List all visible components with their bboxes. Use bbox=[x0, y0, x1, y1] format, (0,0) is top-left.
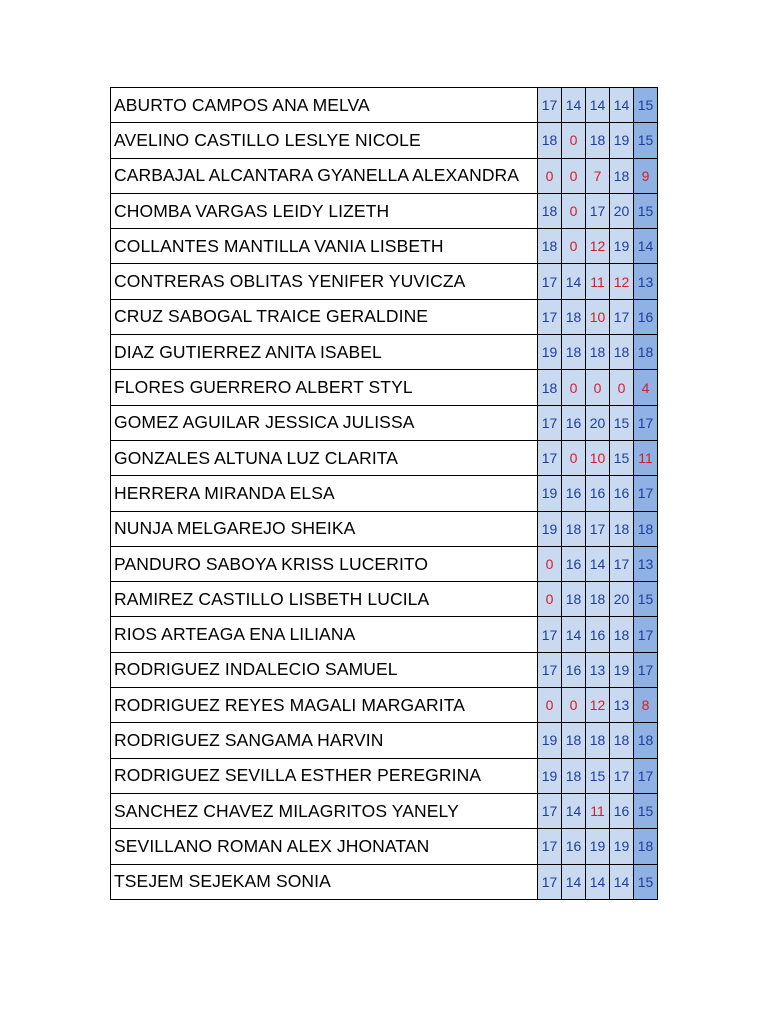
grade-cell: 18 bbox=[610, 335, 634, 370]
average-cell: 8 bbox=[634, 688, 658, 723]
grade-cell: 18 bbox=[586, 723, 610, 758]
grade-cell: 0 bbox=[562, 370, 586, 405]
grade-cell: 17 bbox=[538, 264, 562, 299]
average-cell: 17 bbox=[634, 758, 658, 793]
table-row bbox=[111, 758, 658, 793]
average-cell: 15 bbox=[634, 88, 658, 123]
grade-cell: 18 bbox=[538, 123, 562, 158]
grade-cell: 17 bbox=[586, 193, 610, 228]
table-row bbox=[111, 88, 658, 123]
grade-cell: 14 bbox=[610, 88, 634, 123]
table-row bbox=[111, 158, 658, 193]
grade-cell: 17 bbox=[538, 299, 562, 334]
grade-cell: 13 bbox=[610, 688, 634, 723]
grade-cell: 0 bbox=[562, 688, 586, 723]
grade-cell: 14 bbox=[562, 617, 586, 652]
grade-cell: 18 bbox=[562, 582, 586, 617]
average-cell: 15 bbox=[634, 193, 658, 228]
table-row bbox=[111, 123, 658, 158]
grade-cell: 12 bbox=[586, 688, 610, 723]
table-row bbox=[111, 864, 658, 899]
grade-cell: 17 bbox=[538, 829, 562, 864]
student-name: FLORES GUERRERO ALBERT STYL bbox=[111, 370, 538, 405]
average-cell: 18 bbox=[634, 723, 658, 758]
grade-cell: 11 bbox=[586, 793, 610, 828]
average-cell: 4 bbox=[634, 370, 658, 405]
grade-cell: 18 bbox=[610, 723, 634, 758]
grade-cell: 0 bbox=[562, 440, 586, 475]
average-cell: 11 bbox=[634, 440, 658, 475]
grade-cell: 12 bbox=[586, 229, 610, 264]
grade-cell: 18 bbox=[538, 370, 562, 405]
student-name: GONZALES ALTUNA LUZ CLARITA bbox=[111, 440, 538, 475]
grade-cell: 18 bbox=[562, 723, 586, 758]
average-cell: 15 bbox=[634, 864, 658, 899]
grade-cell: 16 bbox=[586, 617, 610, 652]
average-cell: 17 bbox=[634, 405, 658, 440]
student-name: PANDURO SABOYA KRISS LUCERITO bbox=[111, 546, 538, 581]
average-cell: 17 bbox=[634, 476, 658, 511]
grade-cell: 18 bbox=[610, 158, 634, 193]
table-row bbox=[111, 723, 658, 758]
grade-cell: 14 bbox=[562, 864, 586, 899]
student-name: SANCHEZ CHAVEZ MILAGRITOS YANELY bbox=[111, 793, 538, 828]
grade-cell: 10 bbox=[586, 299, 610, 334]
table-row bbox=[111, 193, 658, 228]
student-name: RAMIREZ CASTILLO LISBETH LUCILA bbox=[111, 582, 538, 617]
grade-cell: 15 bbox=[610, 440, 634, 475]
grade-cell: 7 bbox=[586, 158, 610, 193]
table-row bbox=[111, 299, 658, 334]
grade-cell: 15 bbox=[610, 405, 634, 440]
grade-cell: 0 bbox=[538, 158, 562, 193]
grade-cell: 19 bbox=[538, 723, 562, 758]
grade-cell: 14 bbox=[610, 864, 634, 899]
student-name: RODRIGUEZ SANGAMA HARVIN bbox=[111, 723, 538, 758]
student-name: DIAZ GUTIERREZ ANITA ISABEL bbox=[111, 335, 538, 370]
student-name: GOMEZ AGUILAR JESSICA JULISSA bbox=[111, 405, 538, 440]
grade-cell: 14 bbox=[562, 793, 586, 828]
grade-cell: 18 bbox=[586, 123, 610, 158]
student-name: ABURTO CAMPOS ANA MELVA bbox=[111, 88, 538, 123]
grade-cell: 19 bbox=[586, 829, 610, 864]
grade-cell: 13 bbox=[586, 652, 610, 687]
grade-cell: 19 bbox=[538, 335, 562, 370]
student-name: NUNJA MELGAREJO SHEIKA bbox=[111, 511, 538, 546]
grade-cell: 16 bbox=[562, 405, 586, 440]
student-name: CHOMBA VARGAS LEIDY LIZETH bbox=[111, 193, 538, 228]
student-name: CONTRERAS OBLITAS YENIFER YUVICZA bbox=[111, 264, 538, 299]
grade-cell: 17 bbox=[538, 88, 562, 123]
table-row bbox=[111, 617, 658, 652]
student-name: RIOS ARTEAGA ENA LILIANA bbox=[111, 617, 538, 652]
grade-cell: 17 bbox=[538, 864, 562, 899]
grade-cell: 16 bbox=[562, 546, 586, 581]
grade-cell: 16 bbox=[610, 793, 634, 828]
average-cell: 17 bbox=[634, 617, 658, 652]
grade-cell: 0 bbox=[538, 546, 562, 581]
student-name: RODRIGUEZ SEVILLA ESTHER PEREGRINA bbox=[111, 758, 538, 793]
grade-cell: 0 bbox=[538, 582, 562, 617]
grade-cell: 20 bbox=[610, 193, 634, 228]
grades-table-body bbox=[111, 88, 658, 900]
table-row bbox=[111, 335, 658, 370]
grade-cell: 14 bbox=[586, 546, 610, 581]
average-cell: 15 bbox=[634, 793, 658, 828]
grade-cell: 16 bbox=[562, 476, 586, 511]
grade-cell: 15 bbox=[586, 758, 610, 793]
grade-cell: 0 bbox=[562, 229, 586, 264]
grade-cell: 19 bbox=[610, 829, 634, 864]
student-name: RODRIGUEZ INDALECIO SAMUEL bbox=[111, 652, 538, 687]
grade-cell: 0 bbox=[538, 688, 562, 723]
average-cell: 9 bbox=[634, 158, 658, 193]
average-cell: 15 bbox=[634, 123, 658, 158]
grade-cell: 18 bbox=[562, 299, 586, 334]
grade-cell: 18 bbox=[586, 582, 610, 617]
grade-cell: 12 bbox=[610, 264, 634, 299]
grade-cell: 11 bbox=[586, 264, 610, 299]
table-row bbox=[111, 546, 658, 581]
grade-cell: 18 bbox=[610, 511, 634, 546]
table-row bbox=[111, 829, 658, 864]
student-name: RODRIGUEZ REYES MAGALI MARGARITA bbox=[111, 688, 538, 723]
average-cell: 13 bbox=[634, 264, 658, 299]
grade-cell: 18 bbox=[610, 617, 634, 652]
grade-cell: 17 bbox=[538, 617, 562, 652]
grade-cell: 17 bbox=[538, 405, 562, 440]
grade-cell: 10 bbox=[586, 440, 610, 475]
grade-cell: 16 bbox=[562, 652, 586, 687]
grade-cell: 17 bbox=[538, 440, 562, 475]
grade-cell: 20 bbox=[610, 582, 634, 617]
grade-cell: 17 bbox=[538, 652, 562, 687]
grade-cell: 17 bbox=[538, 793, 562, 828]
table-row bbox=[111, 582, 658, 617]
grade-cell: 19 bbox=[610, 123, 634, 158]
grade-cell: 17 bbox=[610, 299, 634, 334]
student-name: CRUZ SABOGAL TRAICE GERALDINE bbox=[111, 299, 538, 334]
table-row bbox=[111, 264, 658, 299]
grade-cell: 18 bbox=[538, 229, 562, 264]
grade-cell: 19 bbox=[538, 758, 562, 793]
grade-cell: 16 bbox=[610, 476, 634, 511]
grade-cell: 14 bbox=[562, 88, 586, 123]
table-row bbox=[111, 511, 658, 546]
table-row bbox=[111, 229, 658, 264]
grade-cell: 16 bbox=[562, 829, 586, 864]
average-cell: 14 bbox=[634, 229, 658, 264]
grade-cell: 0 bbox=[562, 123, 586, 158]
grade-cell: 18 bbox=[562, 758, 586, 793]
student-name: COLLANTES MANTILLA VANIA LISBETH bbox=[111, 229, 538, 264]
average-cell: 18 bbox=[634, 335, 658, 370]
student-name: TSEJEM SEJEKAM SONIA bbox=[111, 864, 538, 899]
grade-cell: 19 bbox=[538, 476, 562, 511]
table-row bbox=[111, 793, 658, 828]
grade-cell: 0 bbox=[562, 193, 586, 228]
grade-cell: 14 bbox=[586, 864, 610, 899]
average-cell: 13 bbox=[634, 546, 658, 581]
grade-cell: 18 bbox=[538, 193, 562, 228]
table-row bbox=[111, 688, 658, 723]
grade-cell: 14 bbox=[586, 88, 610, 123]
student-name: SEVILLANO ROMAN ALEX JHONATAN bbox=[111, 829, 538, 864]
table-row bbox=[111, 370, 658, 405]
average-cell: 17 bbox=[634, 652, 658, 687]
grade-cell: 14 bbox=[562, 264, 586, 299]
table-row bbox=[111, 652, 658, 687]
table-row bbox=[111, 405, 658, 440]
table-row bbox=[111, 476, 658, 511]
grade-cell: 17 bbox=[610, 546, 634, 581]
student-name: AVELINO CASTILLO LESLYE NICOLE bbox=[111, 123, 538, 158]
table-row bbox=[111, 440, 658, 475]
grade-cell: 16 bbox=[586, 476, 610, 511]
grade-cell: 17 bbox=[586, 511, 610, 546]
grade-cell: 0 bbox=[562, 158, 586, 193]
grade-cell: 17 bbox=[610, 758, 634, 793]
grade-cell: 18 bbox=[586, 335, 610, 370]
average-cell: 18 bbox=[634, 511, 658, 546]
grade-cell: 19 bbox=[538, 511, 562, 546]
grade-cell: 18 bbox=[562, 511, 586, 546]
grades-table bbox=[110, 87, 658, 900]
grade-cell: 0 bbox=[610, 370, 634, 405]
grade-cell: 0 bbox=[586, 370, 610, 405]
student-name: HERRERA MIRANDA ELSA bbox=[111, 476, 538, 511]
average-cell: 16 bbox=[634, 299, 658, 334]
grade-cell: 20 bbox=[586, 405, 610, 440]
average-cell: 18 bbox=[634, 829, 658, 864]
grade-cell: 19 bbox=[610, 229, 634, 264]
grade-cell: 18 bbox=[562, 335, 586, 370]
grade-cell: 19 bbox=[610, 652, 634, 687]
student-name: CARBAJAL ALCANTARA GYANELLA ALEXANDRA bbox=[111, 158, 538, 193]
average-cell: 15 bbox=[634, 582, 658, 617]
